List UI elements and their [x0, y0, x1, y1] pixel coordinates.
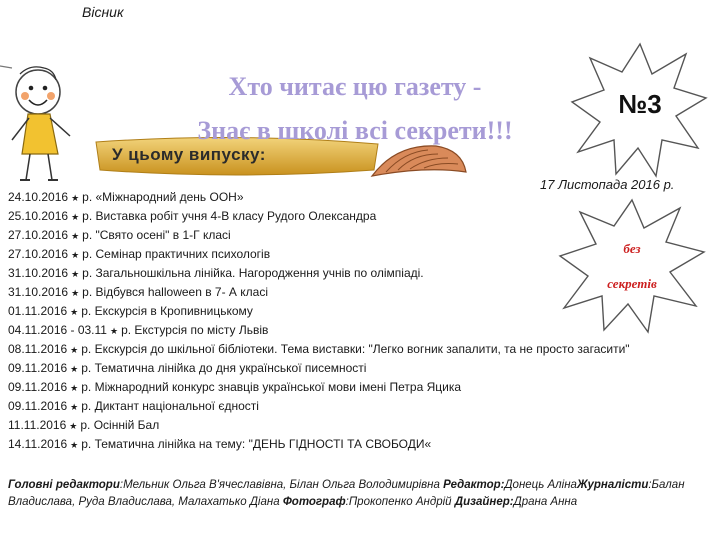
event-date: 09.11.2016: [8, 380, 68, 394]
event-date: 25.10.2016: [8, 209, 69, 223]
photographer-name: :Прокопенко Андрій: [345, 496, 452, 508]
issue-date: 17 Листопада 2016 р.: [540, 177, 675, 192]
list-item: [8, 321, 578, 340]
secret-badge-line-2: секретів: [607, 276, 657, 291]
list-item: [8, 302, 578, 321]
event-date: 01.11.2016: [8, 304, 68, 318]
journalists-names: :Балан Владислава, Руда Владислава, Малахатько Діана: [8, 479, 685, 508]
list-item: [8, 397, 578, 416]
events-list: [8, 188, 630, 454]
journalists-label: Журналісти: [576, 479, 649, 491]
event-text: р. Осінній Бал: [80, 418, 160, 432]
list-item: [8, 226, 578, 245]
list-item: [8, 283, 578, 302]
event-text: р. Екскурсія до шкільної бібліотеки. Тема виставки: "Легко вогник запалити, та не просто загасити": [81, 342, 630, 356]
secret-badge-line-1: без: [623, 241, 641, 256]
list-item: [8, 188, 578, 207]
event-date: 09.11.2016: [8, 399, 68, 413]
designer-label: Дизайнер:: [454, 496, 514, 508]
event-date: 04.11.2016 - 03.11: [8, 323, 107, 337]
event-text: р. Відбувся halloween в 7- А класі: [82, 285, 268, 299]
event-date: 31.10.2016: [8, 266, 69, 280]
event-text: р. «Міжнародний день ООН»: [82, 190, 244, 204]
chief-editors-label: Головні редактори: [8, 479, 120, 491]
event-date: 27.10.2016: [8, 247, 69, 261]
event-date: 24.10.2016: [8, 190, 69, 204]
mascot-illustration: [0, 58, 90, 188]
list-item: [8, 207, 578, 226]
designer-name: Драна Анна: [513, 496, 578, 508]
event-date: 11.11.2016: [8, 418, 67, 432]
event-text: р. Тематична лінійка до дня української писемності: [81, 361, 367, 375]
event-text: р. Екстурсія по місту Львів: [121, 323, 269, 337]
list-item: [8, 435, 578, 454]
star-icon: ★: [71, 269, 80, 279]
event-text: р. "Свято осені" в 1-Г класі: [82, 228, 231, 242]
event-date: 14.11.2016: [8, 437, 68, 451]
event-date: 31.10.2016: [8, 285, 69, 299]
headline-line-2: Знає в школі всі секрети!!!: [197, 116, 513, 145]
event-date: 27.10.2016: [8, 228, 69, 242]
star-icon: ★: [70, 383, 79, 393]
star-icon: ★: [70, 307, 79, 317]
event-text: р. Загальношкільна лінійка. Нагородження учнів по олімпіаді.: [82, 266, 424, 280]
credits: [8, 477, 713, 511]
editor-name: Донець Аліна: [504, 479, 577, 491]
list-item: [8, 340, 668, 359]
editor-label: Редактор:: [443, 479, 505, 491]
star-icon: ★: [71, 212, 80, 222]
issue-number: №3: [618, 89, 662, 119]
star-icon: ★: [71, 193, 80, 203]
event-date: 08.11.2016: [8, 342, 68, 356]
star-icon: ★: [70, 345, 79, 355]
headline-line-1: Хто читає цю газету -: [228, 72, 482, 101]
banner-label: У цьому випуску:: [112, 145, 266, 164]
event-text: р. Міжнародний конкурс знавців української мови імені Петра Яцика: [81, 380, 462, 394]
list-item: [8, 378, 578, 397]
star-icon: ★: [70, 440, 79, 450]
star-icon: ★: [69, 421, 78, 431]
star-icon: ★: [70, 364, 79, 374]
star-icon: ★: [71, 231, 80, 241]
event-text: р. Семінар практичних психологів: [82, 247, 271, 261]
star-icon: ★: [71, 250, 80, 260]
event-text: р. Виставка робіт учня 4-В класу Рудого Олександра: [82, 209, 377, 223]
shell-illustration: [366, 136, 474, 186]
star-icon: ★: [71, 288, 80, 298]
chief-editors-names: :Мельник Ольга В'ячеславівна, Білан Ольга Володимирівна: [119, 479, 440, 491]
masthead: Вісник: [82, 4, 124, 20]
list-item: [8, 245, 578, 264]
event-text: р. Екскурсія в Кропивницькому: [81, 304, 253, 318]
star-icon: ★: [70, 402, 79, 412]
event-date: 09.11.2016: [8, 361, 68, 375]
list-item: [8, 264, 578, 283]
event-text: р. Тематична лінійка на тему: "ДЕНЬ ГІДНОСТІ ТА СВОБОДИ«: [81, 437, 432, 451]
list-item: [8, 416, 578, 435]
photographer-label: Фотограф: [282, 496, 346, 508]
list-item: [8, 359, 578, 378]
event-text: р. Диктант національної єдності: [81, 399, 259, 413]
secret-badge-burst: [556, 196, 708, 336]
star-icon: ★: [109, 326, 119, 336]
